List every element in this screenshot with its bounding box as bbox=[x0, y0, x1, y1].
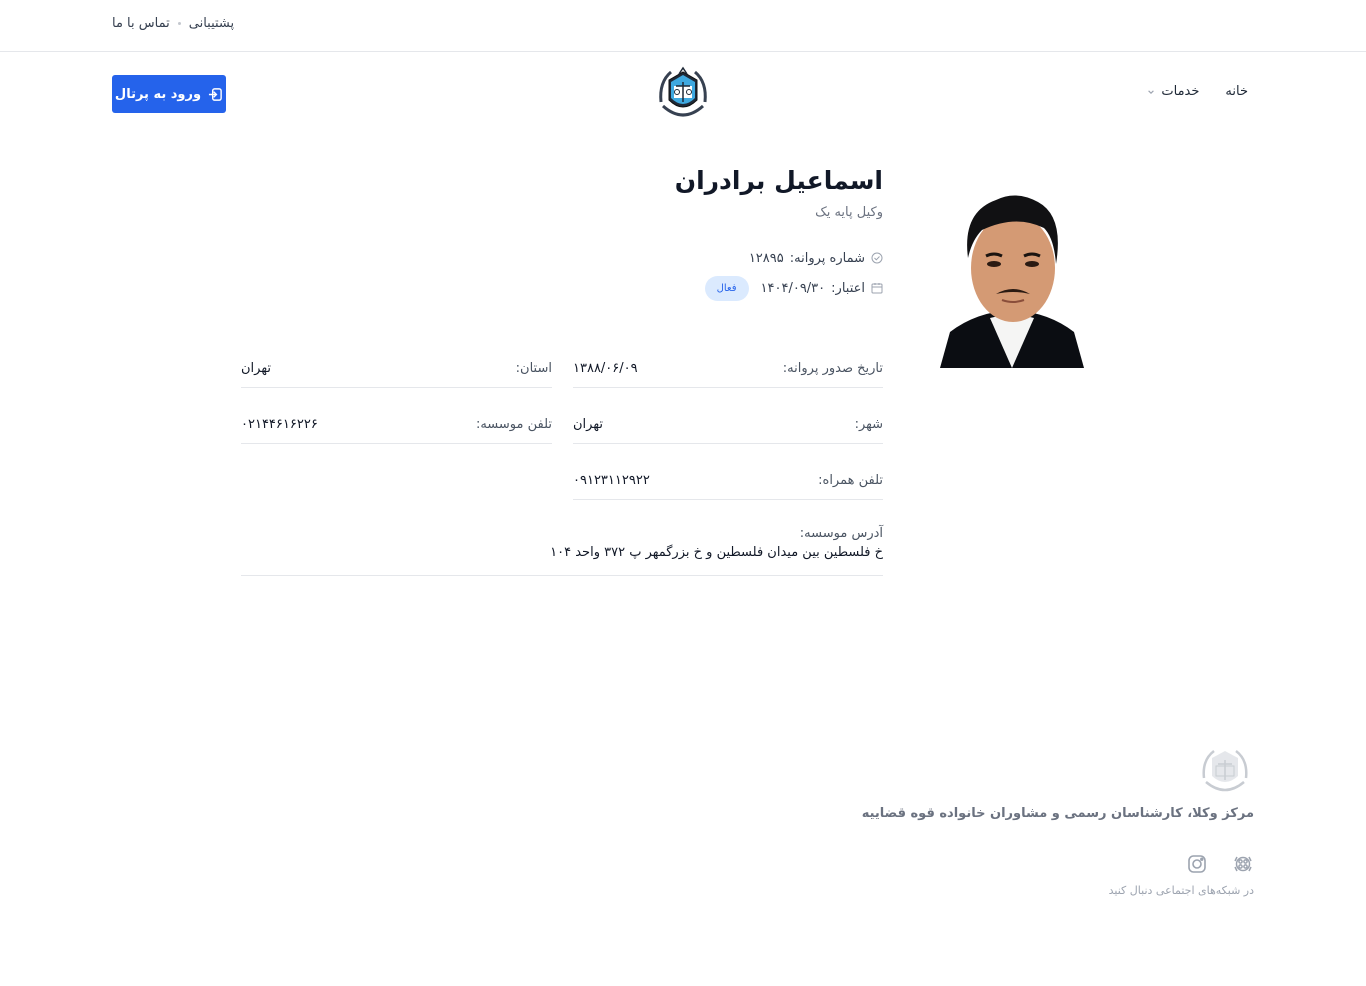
validity-date: ۱۴۰۴/۰۹/۳۰ bbox=[760, 280, 826, 296]
nav-home-label: خانه bbox=[1225, 84, 1248, 99]
issue-date-field bbox=[573, 350, 883, 388]
validity-row bbox=[241, 276, 883, 300]
province-label: استان: bbox=[515, 361, 552, 376]
judiciary-logo[interactable] bbox=[651, 62, 715, 124]
province-field bbox=[241, 350, 552, 388]
portal-button-label: ورود به پرتال bbox=[114, 86, 202, 102]
login-icon bbox=[208, 87, 223, 102]
footer-org-title: مرکز وکلا، کارشناسان رسمی و مشاوران خانواده قوه قضاییه bbox=[861, 806, 1254, 821]
portal-login-button[interactable] bbox=[112, 75, 226, 113]
footer-logo bbox=[1196, 742, 1254, 798]
support-link[interactable]: پشتیبانی bbox=[188, 16, 235, 31]
issue-date-label: تاریخ صدور پروانه: bbox=[782, 361, 883, 376]
address-field bbox=[241, 526, 883, 576]
office-phone-value[interactable]: ۰۲۱۴۴۶۱۶۲۲۶ bbox=[241, 417, 318, 432]
nav-services[interactable] bbox=[1147, 84, 1199, 99]
chevron-down-icon bbox=[1147, 88, 1155, 96]
top-links bbox=[112, 16, 234, 31]
office-phone-field bbox=[241, 406, 552, 444]
main-nav bbox=[1147, 84, 1248, 99]
address-label: آدرس موسسه: bbox=[799, 526, 883, 541]
mobile-value[interactable]: ۰۹۱۲۳۱۱۲۹۲۲ bbox=[573, 473, 650, 488]
license-label: شماره پروانه: bbox=[789, 250, 865, 266]
social-links bbox=[1186, 853, 1254, 875]
mobile-label: تلفن همراه: bbox=[818, 473, 883, 488]
office-phone-label: تلفن موسسه: bbox=[475, 417, 552, 432]
calendar-icon bbox=[871, 282, 883, 294]
license-meta bbox=[241, 246, 883, 300]
city-field bbox=[573, 406, 883, 444]
city-label: شهر: bbox=[854, 417, 883, 432]
lawyer-photo bbox=[936, 172, 1088, 374]
mobile-field bbox=[573, 462, 883, 500]
issue-date-value: ۱۳۸۸/۰۶/۰۹ bbox=[573, 361, 638, 376]
lawyer-name: اسماعیل برادران bbox=[674, 166, 883, 195]
aparat-icon[interactable] bbox=[1232, 853, 1254, 875]
validity-label: اعتبار: bbox=[831, 280, 865, 296]
province-value: تهران bbox=[241, 361, 271, 376]
status-badge: فعال bbox=[705, 276, 749, 301]
check-circle-icon bbox=[871, 252, 883, 264]
separator-dot bbox=[178, 22, 181, 25]
lawyer-title: وکیل پایه یک bbox=[815, 205, 883, 220]
license-number: ۱۲۸۹۵ bbox=[748, 250, 784, 266]
nav-services-label: خدمات bbox=[1161, 84, 1200, 99]
nav-home[interactable] bbox=[1225, 84, 1248, 99]
instagram-icon[interactable] bbox=[1186, 853, 1208, 875]
main-header bbox=[0, 52, 1366, 136]
top-bar bbox=[0, 0, 1366, 52]
address-value: خ فلسطین بین میدان فلسطین و خ بزرگمهر پ ۳۷۲ واحد ۱۰۴ bbox=[550, 545, 883, 560]
license-row bbox=[241, 246, 883, 270]
profile-summary bbox=[241, 166, 883, 306]
city-value: تهران bbox=[573, 417, 603, 432]
follow-text: در شبکه‌های اجتماعی دنبال کنید bbox=[1108, 884, 1254, 897]
contact-link[interactable]: تماس با ما bbox=[112, 16, 170, 31]
